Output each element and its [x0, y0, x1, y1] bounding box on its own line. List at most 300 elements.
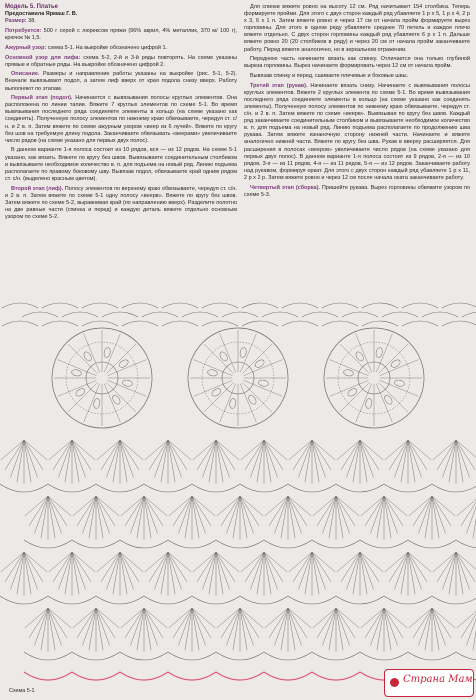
- fan-arc: [456, 540, 476, 548]
- scallop-arc: [22, 312, 58, 317]
- fan-ray: [264, 440, 271, 482]
- fan-arc: [408, 652, 456, 660]
- fan-pattern-rows: [0, 440, 476, 660]
- motif-spoke: [356, 384, 372, 423]
- scallop-arc: [362, 303, 398, 308]
- motif-spoke: [106, 344, 136, 374]
- motif-spoke: [104, 334, 120, 373]
- stage3-label: Третий этап (рукав).: [250, 82, 308, 89]
- motif-spoke: [106, 382, 136, 412]
- motif-petal: [207, 369, 218, 377]
- fan-ray: [113, 440, 120, 482]
- fan-ray: [101, 552, 120, 582]
- watermark-icon: [390, 678, 399, 687]
- materials-value: 500 г серой с люрексом пряжи (96% акрил, 4% металлик, 370 м/ 100 г), крючок № 1,5.: [5, 28, 237, 42]
- stage2-label: Второй этап (лиф).: [11, 185, 64, 192]
- fan-arc: [0, 596, 48, 604]
- fan-ray: [341, 552, 360, 582]
- motif-spoke: [68, 344, 98, 374]
- stage2-paragraph: [5, 186, 237, 221]
- stage4-value: Пришейте рукава. Вырез горловины обвяжите узором по схеме 5-3.: [244, 184, 470, 198]
- fan-ray: [312, 440, 331, 470]
- fan-ray: [413, 608, 432, 638]
- provided-by: Предоставила Ярмаш Г. В.: [5, 11, 78, 18]
- motif-petal: [343, 369, 354, 377]
- fan-ray: [408, 552, 415, 594]
- fan-ray: [144, 496, 151, 538]
- fan-ray: [197, 440, 216, 470]
- motif-spoke: [330, 360, 369, 376]
- fan-ray: [96, 608, 103, 650]
- fan-ray: [161, 440, 168, 482]
- fan-ray: [353, 440, 360, 482]
- motif-spoke: [376, 334, 392, 373]
- model-title: Модель 5. Платье: [5, 4, 58, 10]
- fan-ray: [413, 496, 432, 526]
- description-value: Размеры и направление работы указаны на выкройке (рис. 5-1, 5-2). Вначале вывязывают подол, а затем лиф вверх от края подола снизу вверх. Работу выполняют по этапам.: [5, 71, 237, 92]
- main-pattern-label: Основной узор для лифа:: [5, 54, 81, 61]
- fan-ray: [192, 496, 199, 538]
- fan-ray: [120, 440, 127, 482]
- fan-ray: [120, 552, 139, 582]
- scallop-arc: [82, 303, 118, 308]
- scallop-arc: [142, 312, 178, 317]
- fan-ray: [245, 440, 264, 470]
- fan-arc: [216, 652, 264, 660]
- motif-spoke: [380, 360, 419, 376]
- fan-ray: [293, 552, 312, 582]
- fan-ray: [456, 440, 463, 482]
- fan-ray: [29, 608, 48, 638]
- fan-ray: [41, 608, 48, 650]
- fan-ray: [457, 496, 476, 516]
- fan-ray: [77, 608, 96, 638]
- fan-arc: [408, 540, 456, 548]
- fan-ray: [221, 496, 240, 526]
- fan-ray: [336, 608, 343, 650]
- motif-spoke: [244, 360, 283, 376]
- motif-petal: [229, 398, 237, 409]
- fan-ray: [72, 440, 79, 482]
- fan-arc: [240, 596, 288, 604]
- motif-spoke: [108, 380, 147, 396]
- motif-spoke: [244, 380, 283, 396]
- fan-ray: [365, 496, 384, 526]
- fan-ray: [240, 608, 259, 638]
- size-label: Размер:: [5, 18, 27, 25]
- fan-ray: [461, 496, 476, 526]
- fan-ray: [408, 440, 427, 470]
- fan-ray: [312, 552, 319, 594]
- fan-ray: [125, 496, 144, 526]
- fan-ray: [65, 552, 72, 594]
- stage3-paragraph: [244, 83, 470, 182]
- fan-ray: [120, 552, 127, 594]
- fan-ray: [288, 608, 295, 650]
- fan-arc: [264, 652, 312, 660]
- fan-arc: [192, 484, 240, 492]
- fan-ray: [197, 552, 216, 582]
- fan-ray: [53, 552, 72, 582]
- fan-ray: [360, 552, 367, 594]
- motif-spoke: [378, 344, 408, 374]
- stage4-label: Четвертый этап (сборка).: [250, 184, 320, 191]
- crochet-chart-5-1: [0, 300, 476, 690]
- round-motifs: [52, 328, 424, 428]
- fan-ray: [288, 496, 307, 526]
- lace-pattern-label: Ажурный узор:: [5, 44, 47, 51]
- stage3-value: Начинаете вязать снизу. Начинаете с вывязывания полосы круглых элементов. Вяжете 2 круглых элемента по схеме 5-1. Во время вывязывания последнего ряда соединяете элементы в кольцо (на схеме указано как соединять элементы). Полученную полосу элементов по нижнему краю обвязываете, чередуя ст. с/н. и 2 в. п. Затем вяжете по схеме «веерв». Вывязывая по кругу без швов. Каждый ряд заканчиваете соединительным столбиком и вывязываете необходимое количество в. п. для подъема на новый ряд. Линию подъема располагаете по продолжению шва рукава. Затем вяжете изнаночную сторону нижней части. Начинаете и вяжете аналогично нижней части. Вяжете по кругу без шва. Рукав в вверху расширяется. Для расширения в полосах «вееров» увеличиваете число рядов (на схеме указано для первых двух полос). В данном варианте 1-я полоса состоит из 9 рядов, 2-я — из 10 рядов, 3-я — из 11 рядов, 4-я — из 11 рядов, 5-я — из 12 рядов. Заканчиваете работу над рукавом, формируя оркат. Для этого с двух сторон каждый ряд убавляете 1 р х 11, 2 р х 2 р. Затем вяжете ровно и через 12 см после начала оката заканчиваете работу.: [244, 82, 470, 181]
- front-paragraph: Переднюю часть начинаете вязать как спинку. Отличается она только глубиной выреза горловины. Вырез начинаете формировать через 12 см от начала пройм.: [244, 56, 470, 70]
- right-text-column: [244, 4, 470, 201]
- fan-ray: [120, 440, 139, 470]
- fan-arc: [24, 540, 72, 548]
- fan-ray: [216, 440, 223, 482]
- fan-arc: [312, 540, 360, 548]
- fan-ray: [264, 440, 283, 470]
- fan-ray: [389, 440, 408, 470]
- scallop-arc: [322, 303, 358, 308]
- top-scallop-rows: [2, 303, 476, 326]
- fan-arc: [264, 540, 312, 548]
- red-edge-arc: [216, 672, 264, 680]
- fan-ray: [401, 552, 408, 594]
- fan-ray: [53, 440, 72, 470]
- fan-ray: [17, 552, 24, 594]
- fan-ray: [185, 496, 192, 538]
- fan-arc: [48, 484, 96, 492]
- fan-ray: [257, 440, 264, 482]
- fan-ray: [24, 552, 31, 594]
- scallop-arc: [242, 303, 278, 308]
- fan-ray: [192, 496, 211, 526]
- fan-ray: [96, 608, 115, 638]
- fan-arc: [144, 484, 192, 492]
- fan-arc: [216, 540, 264, 548]
- fan-arc: [288, 596, 336, 604]
- fan-ray: [360, 440, 367, 482]
- fan-ray: [5, 552, 24, 582]
- fan-ray: [24, 440, 43, 470]
- scallop-arc: [442, 303, 476, 308]
- fan-arc: [384, 484, 432, 492]
- motif-petal: [122, 379, 133, 387]
- motif-petal: [258, 379, 269, 387]
- motif-spoke: [58, 380, 97, 396]
- fan-ray: [457, 608, 476, 628]
- fan-ray: [461, 608, 476, 638]
- fan-ray: [77, 496, 96, 526]
- motif-spoke: [240, 384, 256, 423]
- motif-spoke: [356, 334, 372, 373]
- fan-arc: [384, 596, 432, 604]
- fan-ray: [173, 496, 192, 526]
- fan-ray: [269, 608, 288, 638]
- fan-ray: [432, 496, 439, 538]
- fan-ray: [377, 496, 384, 538]
- fan-ray: [281, 496, 288, 538]
- fan-ray: [48, 608, 67, 638]
- fan-ray: [89, 496, 96, 538]
- fan-ray: [161, 552, 168, 594]
- fan-ray: [317, 496, 336, 526]
- fan-arc: [144, 596, 192, 604]
- fan-ray: [456, 552, 463, 594]
- fan-ray: [449, 552, 456, 594]
- fan-ray: [257, 552, 264, 594]
- fan-ray: [329, 496, 336, 538]
- motif-spoke: [340, 382, 370, 412]
- fan-arc: [96, 484, 144, 492]
- fan-ray: [72, 552, 91, 582]
- fan-ray: [48, 496, 67, 526]
- scallop-arc: [402, 303, 438, 308]
- fan-ray: [149, 552, 168, 582]
- fan-ray: [24, 440, 31, 482]
- red-edge-arc: [24, 672, 72, 680]
- fan-ray: [269, 496, 288, 526]
- watermark-text: Страна Мам: [403, 674, 473, 685]
- motif-spoke: [204, 344, 234, 374]
- fan-ray: [408, 552, 427, 582]
- fan-ray: [101, 440, 120, 470]
- lace-pattern-line: [5, 45, 237, 52]
- scallop-arc: [342, 312, 378, 317]
- fan-arc: [120, 652, 168, 660]
- strana-mam-watermark: [384, 669, 474, 697]
- fan-ray: [432, 496, 451, 526]
- fan-arc: [72, 540, 120, 548]
- fan-ray: [216, 440, 235, 470]
- fan-ray: [437, 440, 456, 470]
- scallop-arc: [82, 321, 118, 326]
- motif-spoke: [220, 384, 236, 423]
- scallop-arc: [422, 312, 458, 317]
- fan-ray: [305, 552, 312, 594]
- fan-ray: [336, 496, 355, 526]
- fan-arc: [288, 484, 336, 492]
- motif-petal: [365, 398, 373, 409]
- motif-petal: [375, 347, 383, 358]
- main-pattern-line: [5, 55, 237, 69]
- red-edge-arc: [312, 672, 360, 680]
- motif-spoke: [104, 384, 120, 423]
- fan-ray: [240, 496, 247, 538]
- fan-ray: [41, 496, 48, 538]
- fan-ray: [29, 496, 48, 526]
- fan-arc: [96, 596, 144, 604]
- fan-ray: [168, 440, 187, 470]
- chart-caption: Схема 5-1: [9, 688, 35, 694]
- fan-ray: [432, 608, 439, 650]
- fan-ray: [293, 440, 312, 470]
- motif-petal: [93, 398, 101, 409]
- red-edge-arc: [72, 672, 120, 680]
- fan-ray: [312, 440, 319, 482]
- scallop-arc: [382, 312, 418, 317]
- size-line: [5, 18, 237, 25]
- fan-ray: [233, 496, 240, 538]
- stage1-value: Начинается с вывязывания полосы круглых элементов. Она расположена по линии талии. Вяжете 7 круглых элементов по схеме 5-1. Во время вывязывания последнего ряда соединяете элементы в кольцо (на схеме указано как соединять). Полученную полосу элементов по нижнему краю обвязываете, чередуя ст. с/н. и 2 в. п. Затем вяжете по схеме ажурным узором «веер из 6 лучей». Вяжете по кругу без шов на требуемую длину подола. Заканчиваете обвязывать «веерами» увеличиваете число рядов (на схеме указано для первых двух полос).: [5, 95, 238, 144]
- fan-arc: [312, 652, 360, 660]
- scallop-arc: [102, 312, 138, 317]
- fan-ray: [360, 440, 379, 470]
- scallop-arc: [262, 312, 298, 317]
- fan-ray: [144, 608, 163, 638]
- fan-arc: [360, 540, 408, 548]
- size-value: 38.: [26, 18, 36, 25]
- fan-arc: [192, 596, 240, 604]
- motif-spoke: [58, 360, 97, 376]
- stage4-paragraph: [244, 185, 470, 199]
- fan-ray: [192, 608, 199, 650]
- fan-ray: [384, 496, 403, 526]
- fan-ray: [137, 496, 144, 538]
- fan-ray: [24, 552, 43, 582]
- fan-ray: [288, 496, 295, 538]
- fan-ray: [377, 608, 384, 650]
- fan-ray: [233, 608, 240, 650]
- motif-spoke: [376, 384, 392, 423]
- fan-ray: [432, 608, 451, 638]
- fan-ray: [425, 608, 432, 650]
- description-label: Описание.: [11, 71, 40, 78]
- motif-spoke: [378, 382, 408, 412]
- red-edge-arc: [168, 672, 216, 680]
- fan-arc: [168, 652, 216, 660]
- fan-arc: [456, 652, 476, 660]
- fan-ray: [168, 440, 175, 482]
- fan-ray: [89, 608, 96, 650]
- fan-ray: [408, 440, 415, 482]
- fan-ray: [341, 440, 360, 470]
- motif-spoke: [340, 344, 370, 374]
- fan-ray: [144, 608, 151, 650]
- motif-spoke: [330, 380, 369, 396]
- scallop-arc: [62, 312, 98, 317]
- fan-ray: [185, 608, 192, 650]
- fan-ray: [365, 608, 384, 638]
- scallop-arc: [2, 303, 38, 308]
- fan-ray: [305, 440, 312, 482]
- stage1-more-paragraph: В данном варианте 1-я полоса состоит из 10 рядов, вся — из 12 рядов. На схеме 5-1 указано, как вязать. Вяжете по кругу без швов. Вывязываете соединительным столбиком и вывязываете необходимое количество в. п. для подъема на новый ряд. Линию подъема располагаете по правому боковому шву. Вывязав подол, обвязываете край одним рядом ст. с/н. (выделено красным цветом).: [5, 147, 237, 182]
- stage2-value: Полосу элементов по верхнему краю обвязываете, чередуя ст. с/н. и 2 в. п. Затем вяжете по схеме 5-1 одну полосу «веерв». Вяжете по кругу без швов. Затем вяжете по схеме 5-2, выравнивая край (по направлению вверх). Разделите полотно на две равные части (спинка и перед) и каждую деталь вяжете отдельно основным узором по схеме 5-2.: [5, 185, 237, 220]
- fan-ray: [264, 552, 283, 582]
- fan-ray: [216, 552, 223, 594]
- scallop-arc: [442, 321, 476, 326]
- fan-ray: [384, 496, 391, 538]
- motif-spoke: [220, 334, 236, 373]
- fan-ray: [384, 608, 391, 650]
- fan-ray: [425, 496, 432, 538]
- fan-ray: [360, 552, 379, 582]
- fan-ray: [173, 608, 192, 638]
- red-edge-arc: [264, 672, 312, 680]
- fan-ray: [149, 440, 168, 470]
- lace-pattern-value: схема 5-1. На выкройке обозначено цифрой 1.: [46, 44, 168, 51]
- fan-arc: [336, 484, 384, 492]
- fan-ray: [17, 440, 24, 482]
- stage1-label: Первый этап (подол).: [11, 95, 73, 102]
- fan-ray: [113, 552, 120, 594]
- scallop-arc: [202, 303, 238, 308]
- fan-ray: [336, 496, 343, 538]
- fan-arc: [120, 540, 168, 548]
- fan-ray: [72, 440, 91, 470]
- motif-petal: [239, 347, 247, 358]
- motif-spoke: [194, 360, 233, 376]
- materials-label: Потребуется:: [5, 28, 42, 35]
- fan-arc: [48, 596, 96, 604]
- scallop-arc: [182, 312, 218, 317]
- motif-spoke: [84, 384, 100, 423]
- scallop-arc: [322, 321, 358, 326]
- fan-ray: [96, 496, 115, 526]
- fan-ray: [216, 552, 235, 582]
- fan-ray: [48, 496, 55, 538]
- fan-arc: [72, 652, 120, 660]
- fan-ray: [449, 440, 456, 482]
- description-paragraph: [5, 71, 237, 92]
- fan-ray: [389, 552, 408, 582]
- fan-arc: [0, 484, 48, 492]
- stage1-paragraph: [5, 95, 237, 145]
- scallop-arc: [402, 321, 438, 326]
- scallop-arc: [282, 303, 318, 308]
- fan-ray: [353, 552, 360, 594]
- left-text-column: [5, 4, 237, 224]
- motif-spoke: [380, 380, 419, 396]
- motif-petal: [394, 379, 405, 387]
- fan-ray: [168, 552, 187, 582]
- fan-ray: [281, 608, 288, 650]
- fan-ray: [288, 608, 307, 638]
- fan-ray: [48, 608, 55, 650]
- fan-ray: [96, 496, 103, 538]
- fan-ray: [312, 552, 331, 582]
- back-paragraph: Для спинки вяжете ровно на высоту 12 см. Ряд начитывает 154 столбика. Теперь формируете пройми. Для этого с двух сторон каждый ряд убавляете 1 р х 5, 1 р х 4, 2 р х 3, 6 х 1 п. Затем вяжете ровно и через 17 см от начала пройм формируете вырез горловины. Для этого в одном ряду убавляете среднее 70 петель и каждое плечо вяжете отдельно. С двух сторон горловины каждый ряд убавляете 6 р х 1 п. Дальше вяжете ровно 20 (20 столбиков в ряду) и через 20 см от начала пройм заканчиваете работу. Перед вяжете аналогично, но в зеркальном отражении.: [244, 4, 470, 53]
- fan-ray: [72, 552, 79, 594]
- fan-arc: [240, 484, 288, 492]
- fan-ray: [137, 608, 144, 650]
- scallop-arc: [282, 321, 318, 326]
- motif-spoke: [240, 334, 256, 373]
- fan-ray: [192, 608, 211, 638]
- main-pattern-value: схема 5-2, 2-й и 3-й ряды повторять. На схеме указаны прямые и обратные ряды. На выкройке обозначено цифрой 2.: [5, 54, 238, 68]
- scallop-arc: [222, 312, 258, 317]
- fan-arc: [360, 652, 408, 660]
- fan-ray: [5, 440, 24, 470]
- fan-ray: [144, 496, 163, 526]
- fan-arc: [24, 652, 72, 660]
- scallop-arc: [122, 321, 158, 326]
- fan-ray: [384, 608, 403, 638]
- scallop-arc: [362, 321, 398, 326]
- seams-paragraph: Вывязав спинку и перед, сшиваете плечевые и боковые швы.: [250, 73, 409, 80]
- fan-ray: [209, 440, 216, 482]
- fan-ray: [168, 552, 175, 594]
- fan-ray: [329, 608, 336, 650]
- materials-line: [5, 28, 237, 42]
- motif-petal: [103, 347, 111, 358]
- motif-spoke: [204, 382, 234, 412]
- fan-ray: [437, 552, 456, 582]
- fan-ray: [240, 608, 247, 650]
- scallop-arc: [162, 303, 198, 308]
- fan-ray: [264, 552, 271, 594]
- fan-ray: [336, 608, 355, 638]
- motif-spoke: [68, 382, 98, 412]
